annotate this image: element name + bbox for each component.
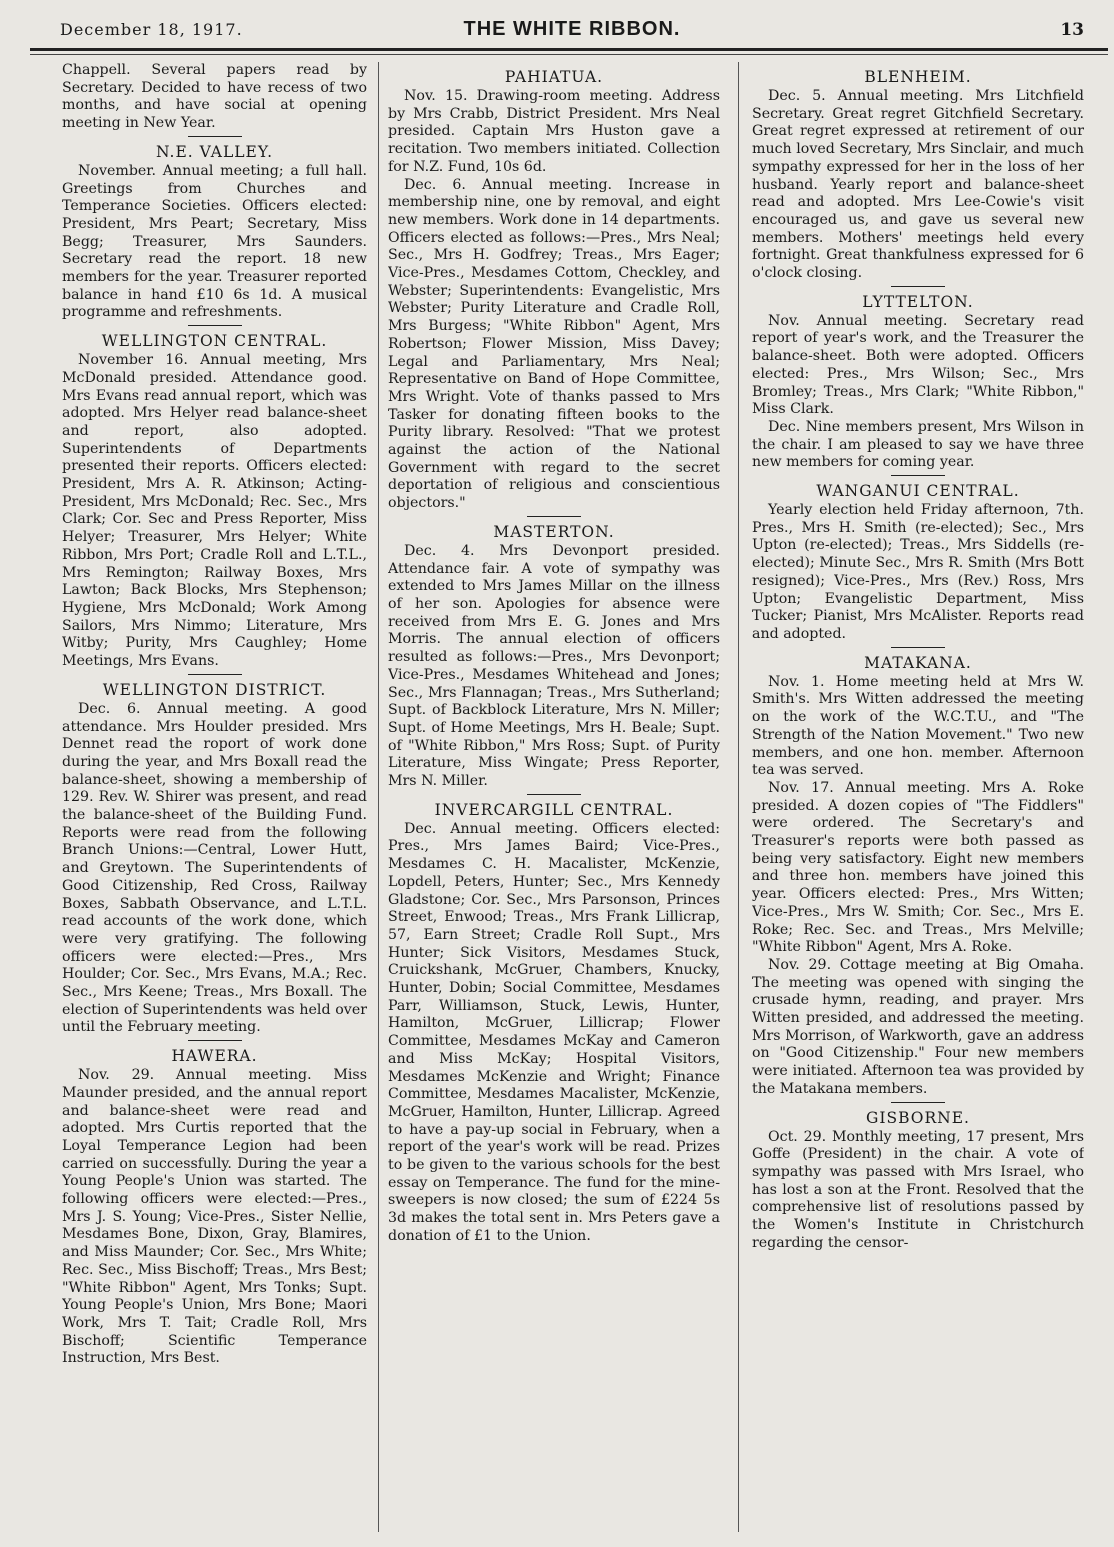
report-paragraph: Dec. Annual meeting. Officers elected: Pres., Mrs James Baird; Vice-Pres., Mesdames C. H. Macalister, McKenzie, Lopdell, Peters, Hunter; Sec., Mrs Kennedy Gladstone; Cor. Sec., Mrs Parsonson, Princes Street, Enwood; Treas., Mrs Frank Lillicrap, 57, Earn Street; Cradle Roll Supt., Mrs Hunter; Sick Visitors, Mesdames Stuck, Cruickshank, McGruer, Chambers, Knucky, Hunter, Dobin; Social Committee, Mesdames Parr, Williamson, Stuck, Lewis, Hunter, Hamilton, McGruer, Lillicrap; Flower Committee, Mesdames McKay and Cameron and Miss McKay; Hospital Visitors, Mesdames McKenzie and Wright; Finance Committee, Mesdames Macalister, McKenzie, McGruer, Hamilton, Hunter, Lillicrap. Agreed to have a pay-up social in February, when a report of the year's work will be read. Prizes to be given to the various schools for the best essay on Temperance. The fund for the mine-sweepers is now closed; the sum of £224 5s 3d makes the total sent in. Mrs Peters gave a donation of £1 to the Union.: [388, 820, 720, 1244]
report-paragraph: Nov. Annual meeting. Secretary read report of year's work, and the Treasurer the balance-sheet. Both were adopted. Officers elected: Pres., Mrs Wilson; Sec., Mrs Bromley; Treas., Mrs Clark; "White Ribbon," Miss Clark.: [752, 312, 1084, 418]
section-heading: MATAKANA.: [864, 653, 972, 672]
column-divider: [378, 62, 379, 1532]
section-separator: [188, 674, 242, 675]
report-paragraph: November. Annual meeting; a full hall. Greetings from Churches and Temperance Societies. Officers elected: President, Mrs Peart; Secretary, Miss Begg; Treasurer, Mrs Saunders. Secretary read the report. 18 new members for the year. Treasurer reported balance in hand £10 6s 1d. A musical programme and refreshments.: [62, 162, 367, 321]
page-number: 13: [1060, 20, 1084, 40]
report-paragraph: Dec. 5. Annual meeting. Mrs Litchfield Secretary. Great regret Gitchfield Secretary. Great regret expressed at retirement of our much loved Secretary, Mrs Sinclair, and much sympathy expressed for her in the loss of her husband. Yearly report and balance-sheet read and adopted. Mrs Lee-Cowie's visit encouraged us, and gave us several new members. Mothers' meetings held every fortnight. Great thankfulness expressed for 6 o'clock closing.: [752, 88, 1084, 282]
section-heading: LYTTELTON.: [862, 292, 974, 311]
section-separator: [891, 475, 945, 476]
column-3: [752, 62, 1084, 1542]
section-heading: MASTERTON.: [493, 522, 615, 541]
section-heading: BLENHEIM.: [864, 68, 972, 86]
report-paragraph: Nov. 1. Home meeting held at Mrs W. Smith's. Mrs Witten addressed the meeting on the work of the W.C.T.U., and "The Strength of the Nation Movement." Two new members, and one hon. member. Afternoon tea was served.: [752, 673, 1084, 779]
report-paragraph: Chappell. Several papers read by Secretary. Decided to have recess of two months, and have social at opening meeting in New Year.: [62, 62, 367, 132]
report-paragraph: Nov. 15. Drawing-room meeting. Address by Mrs Crabb, District President. Mrs Neal presided. Captain Mrs Huston gave a recitation. Two members initiated. Collection for N.Z. Fund, 10s 6d.: [388, 88, 720, 175]
column-divider: [738, 62, 739, 1532]
report-paragraph: Nov. 29. Annual meeting. Miss Maunder presided, and the annual report and balance-sheet were read and adopted. Mrs Curtis reported that the Loyal Temperance Legion had been carried on successfully. During the year a Young People's Union was started. The following officers were elected:—Pres., Mrs J. S. Young; Vice-Pres., Sister Nellie, Mesdames Bone, Dixon, Gray, Blamires, and Miss Maunder; Cor. Sec., Mrs White; Rec. Sec., Miss Bischoff; Treas., Mrs Best; "White Ribbon" Agent, Mrs Tonks; Supt. Young People's Union, Mrs Bone; Maori Work, Mrs T. Tait; Cradle Roll, Mrs Bischoff; Scientific Temperance Instruction, Mrs Best.: [62, 1067, 367, 1367]
section-heading: WELLINGTON CENTRAL.: [101, 332, 328, 351]
report-paragraph: November 16. Annual meeting, Mrs McDonald presided. Attendance good. Mrs Evans read annual report, which was adopted. Mrs Helyer read balance-sheet and report, also adopted. Superintendents of Departments presented their reports. Officers elected: President, Mrs A. R. Atkinson; Acting-President, Mrs McDonald; Rec. Sec., Mrs Clark; Cor. Sec and Press Reporter, Miss Helyer; Treasurer, Mrs Helyer; White Ribbon, Mrs Port; Cradle Roll and L.T.L., Mrs Remington; Railway Boxes, Mrs Lawton; Back Blocks, Mrs Stephenson; Hygiene, Mrs McDonald; Work Among Sailors, Mrs Nimmo; Literature, Mrs Witby; Purity, Mrs Caughley; Home Meetings, Mrs Evans.: [62, 352, 367, 670]
section-separator: [188, 136, 242, 137]
publication-title: THE WHITE RIBBON.: [463, 18, 681, 40]
section-separator: [188, 1040, 242, 1041]
section-heading: GISBORNE.: [866, 1108, 970, 1127]
section-separator: [891, 286, 945, 287]
report-paragraph: Dec. Nine members present, Mrs Wilson in the chair. I am pleased to say we have three new members for coming year.: [752, 418, 1084, 471]
section-separator: [891, 1102, 945, 1103]
report-paragraph: Yearly election held Friday afternoon, 7th. Pres., Mrs H. Smith (re-elected); Sec., Mrs Upton (re-elected); Treas., Mrs Siddells (re-elected); Minute Sec., Mrs R. Smith (Mrs Bott resigned); Vice-Pres., Mrs (Rev.) Ross, Mrs Upton; Evangelistic Department, Miss Tucker; Pianist, Mrs McAlister. Reports read and adopted.: [752, 502, 1084, 642]
section-heading: HAWERA.: [171, 1047, 258, 1066]
section-separator: [527, 516, 581, 517]
section-heading: INVERCARGILL CENTRAL.: [434, 800, 674, 819]
section-heading: WANGANUI CENTRAL.: [816, 482, 1020, 501]
report-paragraph: Dec. 4. Mrs Devonport presided. Attendance fair. A vote of sympathy was extended to Mrs James Millar on the illness of her son. Apologies for absence were received from Mrs E. G. Jones and Mrs Morris. The annual election of officers resulted as follows:—Pres., Mrs Devonport; Vice-Pres., Mesdames Whitehead and Jones; Sec., Mrs Flannagan; Treas., Mrs Sutherland; Supt. of Backblock Literature, Mrs N. Miller; Supt. of Home Meetings, Mrs H. Beale; Supt. of "White Ribbon," Mrs Ross; Supt. of Purity Literature, Miss Wingate; Press Reporter, Mrs N. Miller.: [388, 542, 720, 790]
report-paragraph: Dec. 6. Annual meeting. A good attendance. Mrs Houlder presided. Mrs Dennet read the roport of work done during the year, and Mrs Boxall read the balance-sheet, showing a membership of 129. Rev. W. Shirer was present, and read the balance-sheet of the Building Fund. Reports were read from the following Branch Unions:—Central, Lower Hutt, and Greytown. The Superintendents of Good Citizenship, Red Cross, Railway Boxes, Sabbath Observance, and L.T.L. read accounts of the work done, which were very gratifying. The following officers were elected:—Pres., Mrs Houlder; Cor. Sec., Mrs Evans, M.A.; Rec. Sec., Mrs Keene; Treas., Mrs Boxall. The election of Superintendents was held over until the February meeting.: [62, 700, 367, 1036]
section-heading: PAHIATUA.: [504, 68, 604, 86]
section-heading: WELLINGTON DISTRICT.: [102, 680, 327, 699]
report-paragraph: Dec. 6. Annual meeting. Increase in membership nine, one by removal, and eight new members. Work done in 14 departments. Officers elected as follows:—Pres., Mrs Neal; Sec., Mrs H. Godfrey; Treas., Mrs Eager; Vice-Pres., Mesdames Cottom, Checkley, and Webster; Superintendents: Evangelistic, Mrs Webster; Purity Literature and Cradle Roll, Mrs Burgess; "White Ribbon" Agent, Mrs Robertson; Flower Mission, Miss Davey; Legal and Parliamentary, Mrs Neal; Representative on Band of Hope Committee, Mrs Wright. Vote of thanks passed to Mrs Tasker for donating fifteen books to the Purity library. Resolved: "That we protest against the action of the National Government with regard to the secret deportation of religious and conscientious objectors.": [388, 176, 720, 512]
section-separator: [527, 794, 581, 795]
section-separator: [188, 325, 242, 326]
masthead-rule-thin: [30, 54, 1108, 55]
masthead: [60, 12, 1084, 46]
section-heading: N.E. VALLEY.: [155, 142, 274, 161]
report-paragraph: Oct. 29. Monthly meeting, 17 present, Mrs Goffe (President) in the chair. A vote of sympathy was passed with Mrs Israel, who has lost a son at the Front. Resolved that the comprehensive list of resolutions passed by the Women's Institute in Christchurch regarding the censor-: [752, 1128, 1084, 1251]
report-paragraph: Nov. 29. Cottage meeting at Big Omaha. The meeting was opened with singing the crusade hymn, reading, and prayer. Mrs Witten presided, and addressed the meeting. Mrs Morrison, of Warkworth, gave an address on "Good Citizenship." Four new members were initiated. Afternoon tea was provided by the Matakana members.: [752, 956, 1084, 1097]
masthead-rule: [30, 48, 1108, 51]
column-2: [388, 62, 720, 1542]
column-1: [62, 62, 367, 1542]
report-paragraph: Nov. 17. Annual meeting. Mrs A. Roke presided. A dozen copies of "The Fiddlers" were ordered. The Secretary's and Treasurer's reports were both passed as being very satisfactory. Eight new members and three hon. members have joined this year. Officers elected: Pres., Mrs Witten; Vice-Pres., Mrs W. Smith; Cor. Sec., Mrs E. Roke; Rec. Sec. and Treas., Mrs Melville; "White Ribbon" Agent, Mrs A. Roke.: [752, 779, 1084, 956]
issue-date: December 18, 1917.: [60, 20, 243, 39]
section-separator: [891, 647, 945, 648]
